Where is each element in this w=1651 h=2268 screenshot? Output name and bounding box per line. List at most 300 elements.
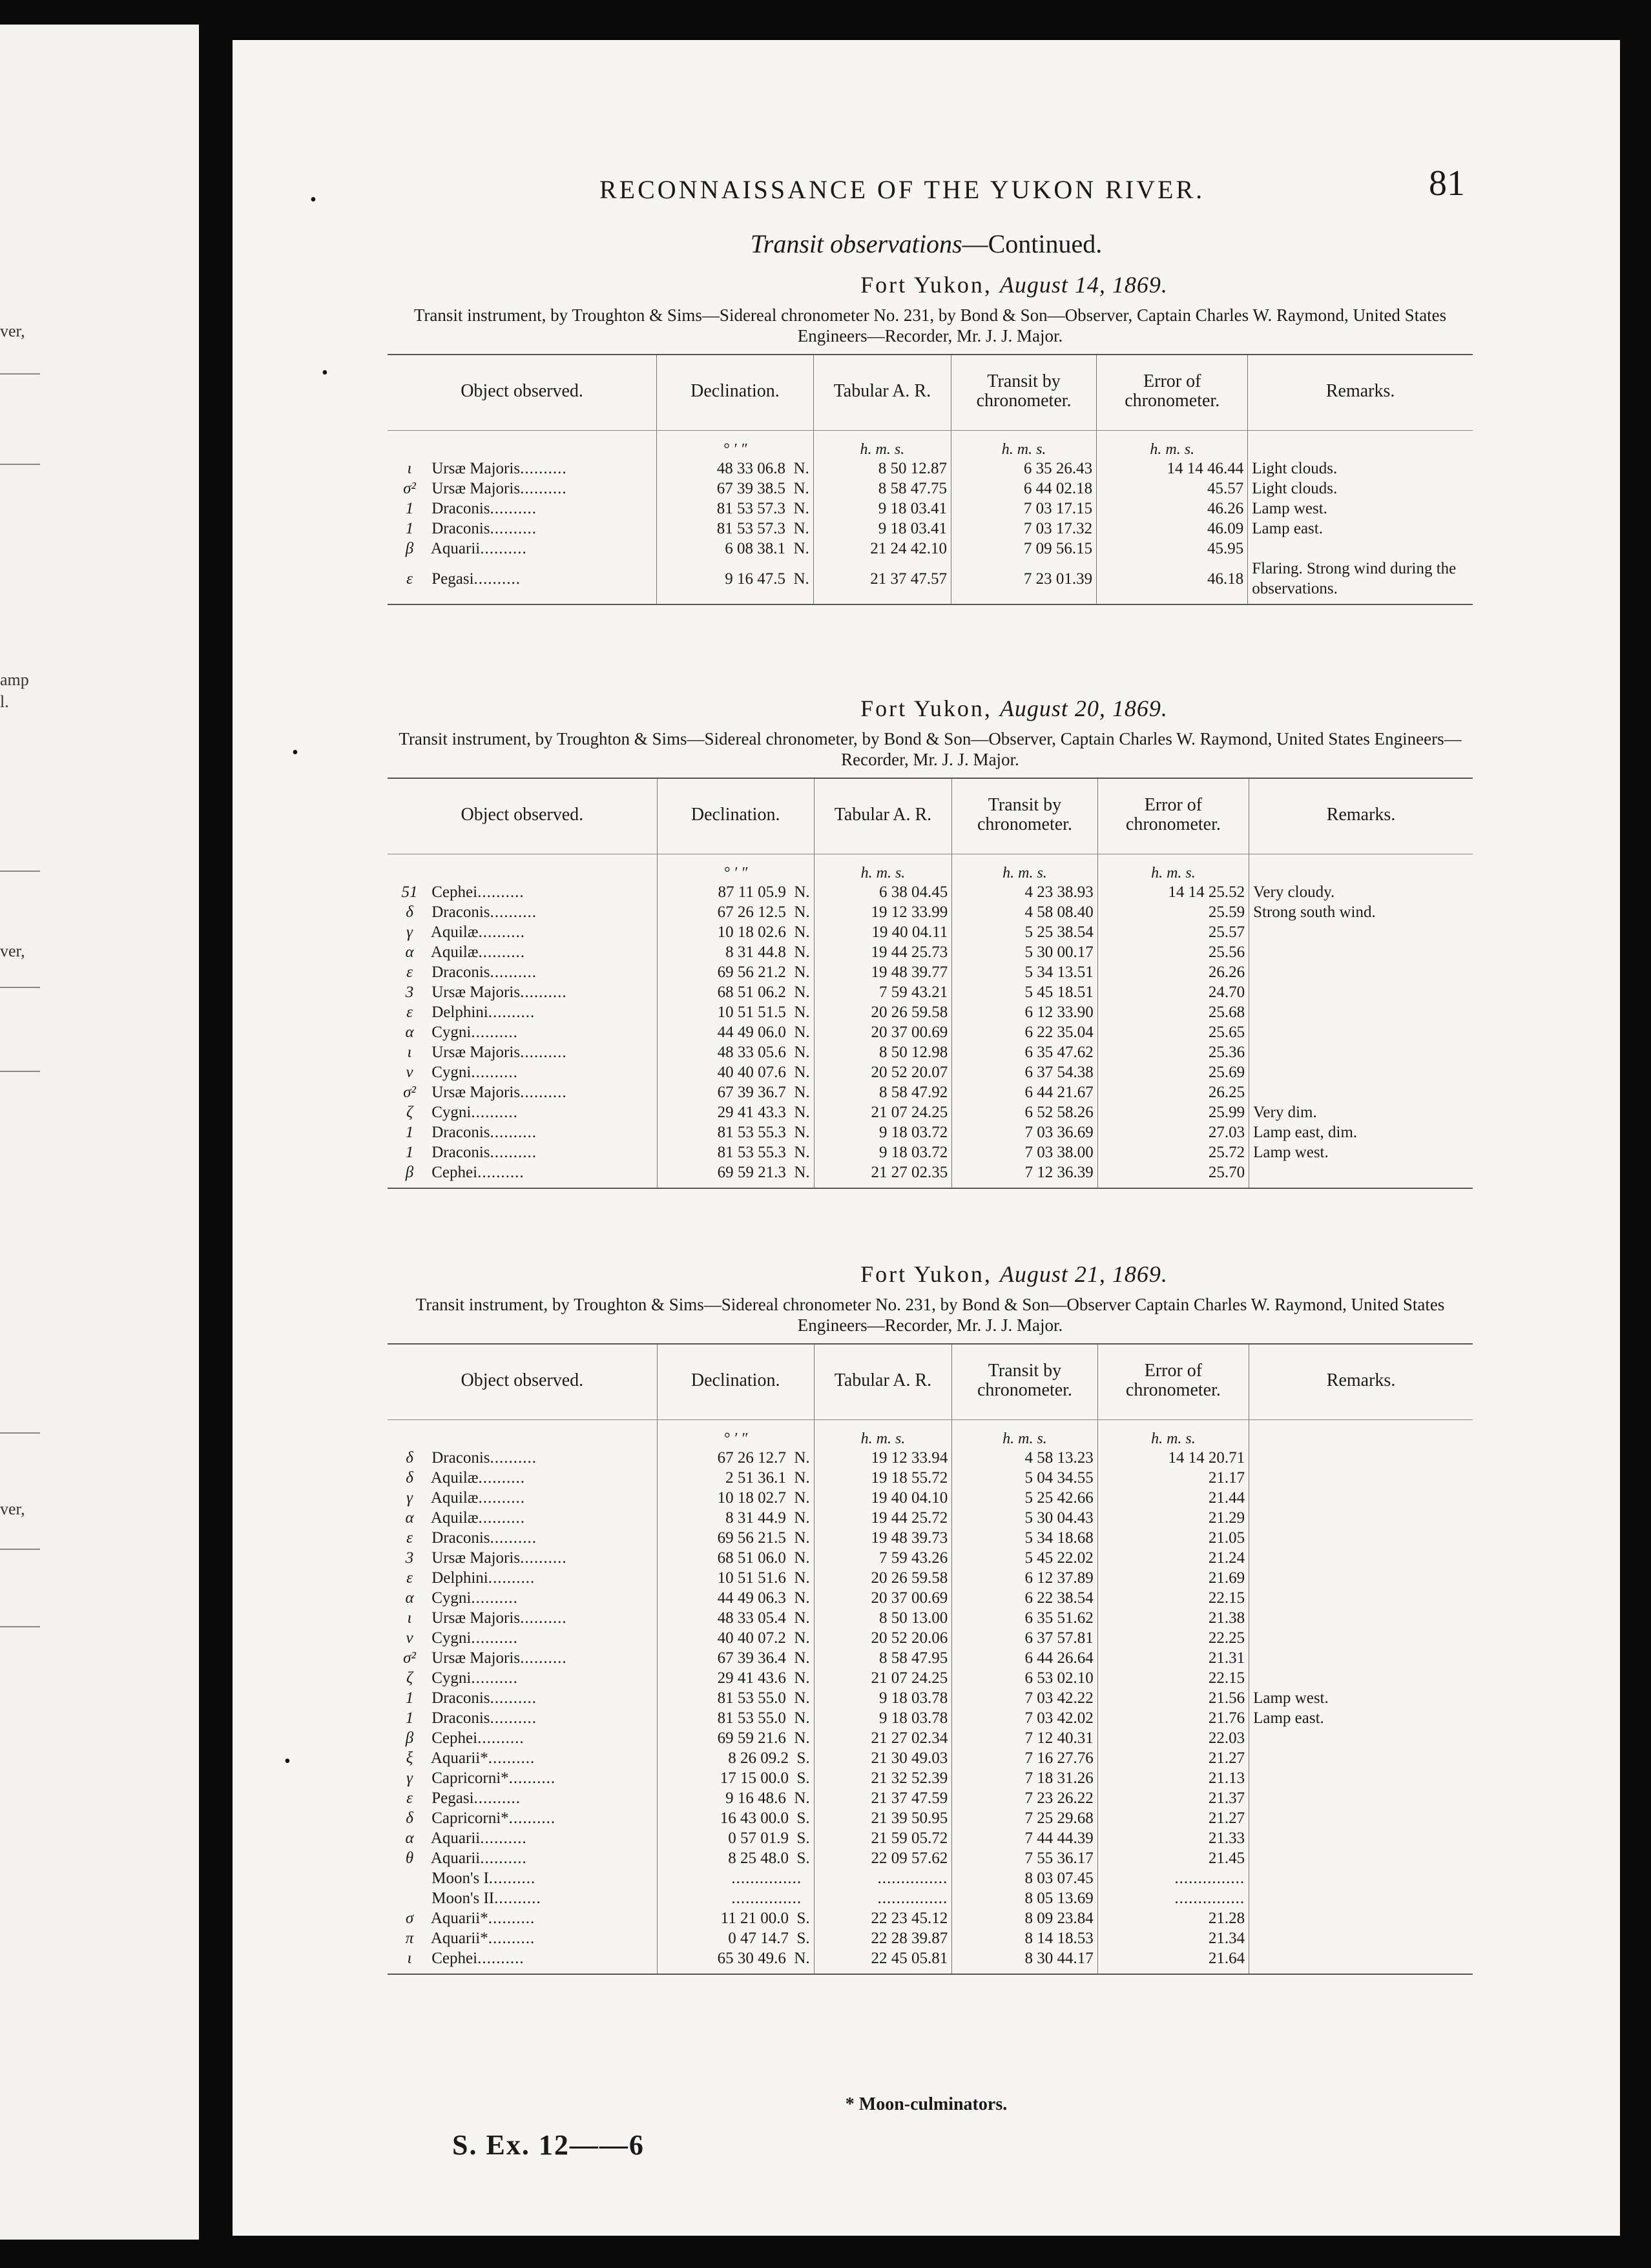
error-value: 14 14 20.71 bbox=[1168, 1449, 1245, 1467]
star-letter: 1 bbox=[405, 1689, 414, 1707]
error-value: 21.34 bbox=[1208, 1930, 1245, 1947]
star-letter: β bbox=[405, 1164, 414, 1181]
tabular-ra-value: 9 18 03.78 bbox=[878, 1689, 948, 1707]
star-letter: γ bbox=[406, 923, 413, 941]
table-row: ε Draconis.......... 69 56 21.2 N. 19 48 39.77 5 34 13.51 26.26 bbox=[388, 962, 1473, 982]
col-object: Object observed. bbox=[388, 355, 657, 431]
error-value: 25.36 bbox=[1208, 1044, 1245, 1061]
error-value: 21.27 bbox=[1208, 1809, 1245, 1827]
declination-value: 8 25 48.0 bbox=[728, 1850, 789, 1867]
page-number: 81 bbox=[1429, 163, 1465, 203]
transit-value: 7 16 27.76 bbox=[1024, 1749, 1094, 1767]
tabular-ra-value: 9 18 03.41 bbox=[878, 500, 947, 517]
transit-value: 7 03 17.32 bbox=[1023, 520, 1093, 537]
table-row: Moon's I.......... ............... ............... 8 03 07.45 ............... bbox=[388, 1868, 1473, 1888]
units-row bbox=[388, 431, 1473, 459]
prev-page-fragment: l. bbox=[0, 692, 9, 711]
running-head-continued: —Continued. bbox=[962, 229, 1103, 258]
tabular-ra-value: 21 24 42.10 bbox=[870, 540, 947, 557]
transit-value: 5 34 13.51 bbox=[1024, 964, 1094, 981]
transit-value: 7 25 29.68 bbox=[1024, 1809, 1094, 1827]
col-object: Object observed. bbox=[388, 1344, 657, 1420]
remarks-text: Light clouds. bbox=[1252, 480, 1338, 497]
tabular-ra-value: 9 18 03.41 bbox=[878, 520, 947, 537]
col-transit: Transit by chronometer. bbox=[951, 355, 1096, 431]
error-value: 21.29 bbox=[1208, 1509, 1245, 1527]
declination-direction: N. bbox=[794, 1589, 810, 1607]
star-name: Capricorni* bbox=[431, 1769, 509, 1787]
page-title: RECONNAISSANCE OF THE YUKON RIVER. bbox=[599, 175, 1205, 204]
declination-direction: N. bbox=[793, 570, 809, 588]
prev-page-fragment: ver, bbox=[0, 942, 25, 960]
table-row: ι Ursæ Majoris.......... 48 33 05.4 N. 8 50 13.00 6 35 51.62 21.38 bbox=[388, 1608, 1473, 1628]
table-row: 1 Draconis.......... 81 53 55.3 N. 9 18 03.72 7 03 36.69 27.03 Lamp east, dim. bbox=[388, 1122, 1473, 1142]
declination-direction: N. bbox=[794, 1789, 810, 1807]
transit-value: 8 09 23.84 bbox=[1024, 1910, 1094, 1927]
unit-ra: h. m. s. bbox=[813, 431, 951, 459]
declination-direction: N. bbox=[794, 1449, 810, 1467]
tabular-ra-value: 8 50 12.87 bbox=[878, 460, 947, 477]
col-declination: Declination. bbox=[657, 1344, 814, 1420]
declination-value: 8 26 09.2 bbox=[728, 1749, 789, 1767]
tabular-ra-value: 20 52 20.07 bbox=[871, 1064, 948, 1081]
declination-value: 0 47 14.7 bbox=[728, 1930, 789, 1947]
declination-direction: S. bbox=[796, 1769, 810, 1787]
declination-direction: N. bbox=[794, 1104, 810, 1121]
transit-value: 7 12 36.39 bbox=[1024, 1164, 1094, 1181]
transit-value: 7 55 36.17 bbox=[1024, 1850, 1094, 1867]
observation-section bbox=[388, 695, 1473, 1189]
declination-direction: N. bbox=[794, 903, 810, 921]
star-name: Aquarii bbox=[430, 1850, 481, 1867]
declination-value: 81 53 55.0 bbox=[717, 1709, 786, 1727]
star-name: Draconis bbox=[431, 520, 490, 537]
declination-value: 6 08 38.1 bbox=[725, 540, 785, 557]
declination-value: 69 56 21.5 bbox=[717, 1529, 786, 1547]
declination-value: 8 31 44.8 bbox=[725, 943, 786, 961]
declination-value: 65 30 49.6 bbox=[717, 1950, 786, 1967]
table-row: σ² Ursæ Majoris.......... 67 39 38.5 N. 8 58 47.75 6 44 02.18 45.57 Light clouds. bbox=[388, 479, 1473, 499]
remarks-text: Light clouds. bbox=[1252, 460, 1338, 477]
declination-direction: N. bbox=[794, 1509, 810, 1527]
tabular-ra-value: 19 12 33.94 bbox=[871, 1449, 948, 1467]
declination-direction: N. bbox=[794, 1044, 810, 1061]
tabular-ra-value: 9 18 03.72 bbox=[878, 1144, 948, 1161]
col-tabular-ra: Tabular A. R. bbox=[814, 778, 952, 854]
star-name: Draconis bbox=[431, 500, 490, 517]
remarks-text: Lamp east, dim. bbox=[1253, 1124, 1358, 1141]
footnote: * Moon-culminators. bbox=[845, 2094, 1008, 2114]
col-declination: Declination. bbox=[657, 355, 814, 431]
col-error: Error of chronometer. bbox=[1097, 355, 1248, 431]
star-name: Cygni bbox=[431, 1104, 472, 1121]
star-letter: 51 bbox=[401, 883, 418, 901]
transit-value: 7 03 17.15 bbox=[1023, 500, 1093, 517]
unit-declination: ° ′ ″ bbox=[657, 1420, 814, 1448]
star-name: Draconis bbox=[431, 1709, 490, 1727]
declination-direction: N. bbox=[794, 1629, 810, 1647]
transit-value: 6 12 37.89 bbox=[1024, 1569, 1094, 1587]
col-transit: Transit by chronometer. bbox=[952, 778, 1097, 854]
declination-direction: N. bbox=[793, 520, 809, 537]
declination-value: 81 53 57.3 bbox=[716, 500, 785, 517]
star-name: Capricorni* bbox=[431, 1809, 509, 1827]
star-letter: ι bbox=[407, 460, 412, 477]
star-name: Draconis bbox=[431, 1689, 490, 1707]
declination-direction: N. bbox=[794, 923, 810, 941]
declination-value: 81 53 57.3 bbox=[716, 520, 785, 537]
transit-value: 5 45 22.02 bbox=[1024, 1549, 1094, 1567]
star-letter: ι bbox=[407, 1044, 412, 1061]
table-row: β Aquarii.......... 6 08 38.1 N. 21 24 42.10 7 09 56.15 45.95 bbox=[388, 539, 1473, 559]
error-value: 21.76 bbox=[1208, 1709, 1245, 1727]
table-row: α Aquilæ.......... 8 31 44.8 N. 19 44 25.73 5 30 00.17 25.56 bbox=[388, 942, 1473, 962]
star-name: Aquilæ bbox=[430, 1489, 479, 1507]
star-name: Cephei bbox=[431, 1729, 478, 1747]
tabular-ra-value: 21 39 50.95 bbox=[871, 1809, 948, 1827]
declination-direction: N. bbox=[794, 1489, 810, 1507]
transit-value: 6 12 33.90 bbox=[1024, 1004, 1094, 1021]
signature-mark: S. Ex. 12——6 bbox=[452, 2129, 645, 2161]
error-value: 25.69 bbox=[1208, 1064, 1245, 1081]
transit-value: 6 44 21.67 bbox=[1024, 1084, 1094, 1101]
tabular-ra-value: 9 18 03.72 bbox=[878, 1124, 948, 1141]
col-declination: Declination. bbox=[657, 778, 814, 854]
transit-value: 8 30 44.17 bbox=[1024, 1950, 1094, 1967]
observation-table bbox=[388, 1343, 1473, 1975]
margin-mark: • bbox=[292, 743, 298, 763]
table-row: Moon's II.......... ............... ............... 8 05 13.69 ............... bbox=[388, 1888, 1473, 1908]
star-name: Cephei bbox=[431, 1164, 478, 1181]
star-name: Aquilæ bbox=[430, 1469, 479, 1487]
remarks-text: Strong south wind. bbox=[1253, 903, 1376, 921]
tabular-ra-value: 7 59 43.21 bbox=[878, 984, 948, 1001]
table-row: γ Aquilæ.......... 10 18 02.6 N. 19 40 04.11 5 25 38.54 25.57 bbox=[388, 922, 1473, 942]
table-row: γ Capricorni*.......... 17 15 00.0 S. 21 32 52.39 7 18 31.26 21.13 bbox=[388, 1768, 1473, 1788]
star-letter: ξ bbox=[406, 1749, 413, 1767]
error-value: 22.15 bbox=[1208, 1669, 1245, 1687]
error-value: 25.57 bbox=[1208, 923, 1245, 941]
star-name: Moon's I bbox=[431, 1870, 489, 1887]
star-letter: 3 bbox=[405, 1549, 414, 1567]
table-row: 1 Draconis.......... 81 53 57.3 N. 9 18 03.41 7 03 17.32 46.09 Lamp east. bbox=[388, 519, 1473, 539]
star-name: Cygni bbox=[431, 1064, 472, 1081]
error-value: 25.56 bbox=[1208, 943, 1245, 961]
declination-direction: N. bbox=[794, 1084, 810, 1101]
transit-value: 4 58 08.40 bbox=[1024, 903, 1094, 921]
declination-direction: N. bbox=[794, 1164, 810, 1181]
star-name: Draconis bbox=[431, 1529, 490, 1547]
table-row: β Cephei.......... 69 59 21.3 N. 21 27 02.35 7 12 36.39 25.70 bbox=[388, 1162, 1473, 1188]
star-letter: δ bbox=[406, 1449, 413, 1467]
margin-mark: • bbox=[322, 363, 328, 383]
error-value: 21.69 bbox=[1208, 1569, 1245, 1587]
star-name: Aquarii* bbox=[430, 1749, 488, 1767]
declination-direction: N. bbox=[794, 964, 810, 981]
declination-value: 87 11 05.9 bbox=[718, 883, 786, 901]
star-name: Ursæ Majoris bbox=[431, 984, 521, 1001]
declination-direction: N. bbox=[794, 1529, 810, 1547]
tabular-ra-value: 19 40 04.10 bbox=[871, 1489, 948, 1507]
error-value: 25.59 bbox=[1208, 903, 1245, 921]
tabular-ra-value: 7 59 43.26 bbox=[878, 1549, 948, 1567]
declination-direction: N. bbox=[793, 500, 809, 517]
tabular-ra-value: 8 58 47.75 bbox=[878, 480, 947, 497]
tabular-ra-value: 19 40 04.11 bbox=[871, 923, 948, 941]
transit-value: 6 52 58.26 bbox=[1024, 1104, 1094, 1121]
remarks-text: Lamp west. bbox=[1252, 500, 1327, 517]
error-value: 21.45 bbox=[1208, 1850, 1245, 1867]
declination-direction: N. bbox=[794, 1950, 810, 1967]
declination-direction: S. bbox=[796, 1930, 810, 1947]
declination-direction: N. bbox=[794, 1609, 810, 1627]
table-row: ν Cygni.......... 40 40 07.2 N. 20 52 20.06 6 37 57.81 22.25 bbox=[388, 1628, 1473, 1648]
star-letter: 1 bbox=[405, 1709, 414, 1727]
declination-value: 67 39 38.5 bbox=[716, 480, 785, 497]
transit-value: 4 58 13.23 bbox=[1024, 1449, 1094, 1467]
table-row: α Aquarii.......... 0 57 01.9 S. 21 59 05.72 7 44 44.39 21.33 bbox=[388, 1828, 1473, 1848]
declination-value: 44 49 06.3 bbox=[717, 1589, 786, 1607]
error-value: 21.44 bbox=[1208, 1489, 1245, 1507]
declination-value: 69 59 21.6 bbox=[717, 1729, 786, 1747]
star-name: Ursæ Majoris bbox=[431, 1044, 521, 1061]
units-row bbox=[388, 854, 1473, 883]
transit-value: 6 35 51.62 bbox=[1024, 1609, 1094, 1627]
declination-value: 81 53 55.3 bbox=[717, 1124, 786, 1141]
transit-value: 5 25 42.66 bbox=[1024, 1489, 1094, 1507]
error-value: 27.03 bbox=[1208, 1124, 1245, 1141]
unit-error: h. m. s. bbox=[1097, 431, 1248, 459]
star-letter: ε bbox=[406, 570, 413, 588]
declination-direction: N. bbox=[794, 1064, 810, 1081]
star-name: Cygni bbox=[431, 1024, 472, 1041]
section-date: August 14, 1869. bbox=[999, 272, 1168, 298]
star-letter: σ² bbox=[403, 480, 416, 497]
star-name: Cygni bbox=[431, 1669, 472, 1687]
star-name: Cephei bbox=[431, 883, 478, 901]
star-letter: α bbox=[405, 1830, 414, 1847]
error-value: 25.72 bbox=[1208, 1144, 1245, 1161]
error-value: 22.03 bbox=[1208, 1729, 1245, 1747]
star-letter: β bbox=[405, 1729, 414, 1747]
declination-value: 10 18 02.7 bbox=[717, 1489, 786, 1507]
tabular-ra-value: 21 07 24.25 bbox=[871, 1669, 948, 1687]
section-place: Fort Yukon, bbox=[860, 696, 992, 721]
star-letter: ι bbox=[407, 1950, 412, 1967]
error-value: 46.26 bbox=[1207, 500, 1244, 517]
star-letter: σ² bbox=[403, 1084, 416, 1101]
star-letter: ε bbox=[406, 1569, 413, 1587]
error-value: 46.18 bbox=[1207, 570, 1244, 588]
declination-direction: N. bbox=[794, 1689, 810, 1707]
transit-value: 6 22 35.04 bbox=[1024, 1024, 1094, 1041]
col-error: Error of chronometer. bbox=[1097, 778, 1249, 854]
tabular-ra-value: 22 09 57.62 bbox=[871, 1850, 948, 1867]
declination-direction: N. bbox=[794, 1669, 810, 1687]
error-value: 24.70 bbox=[1208, 984, 1245, 1001]
tabular-ra-value: 19 48 39.77 bbox=[871, 964, 948, 981]
declination-direction: N. bbox=[794, 1729, 810, 1747]
transit-value: 6 53 02.10 bbox=[1024, 1669, 1094, 1687]
star-letter: α bbox=[405, 1509, 414, 1527]
star-letter: 3 bbox=[405, 984, 414, 1001]
star-letter: π bbox=[405, 1930, 414, 1947]
transit-value: 7 18 31.26 bbox=[1024, 1769, 1094, 1787]
star-name: Aquarii bbox=[430, 540, 481, 557]
table-row: ν Cygni.......... 40 40 07.6 N. 20 52 20.07 6 37 54.38 25.69 bbox=[388, 1062, 1473, 1082]
transit-value: 6 37 57.81 bbox=[1024, 1629, 1094, 1647]
transit-value: 7 03 42.22 bbox=[1024, 1689, 1094, 1707]
table-row: ε Pegasi.......... 9 16 48.6 N. 21 37 47.59 7 23 26.22 21.37 bbox=[388, 1788, 1473, 1808]
running-head bbox=[233, 229, 1620, 259]
error-value: 21.37 bbox=[1208, 1789, 1245, 1807]
tabular-ra-value: 21 37 47.59 bbox=[871, 1789, 948, 1807]
error-value: 45.57 bbox=[1207, 480, 1244, 497]
declination-direction: N. bbox=[794, 1709, 810, 1727]
unit-error: h. m. s. bbox=[1097, 854, 1249, 883]
tabular-ra-value: 19 18 55.72 bbox=[871, 1469, 948, 1487]
declination-value: 81 53 55.3 bbox=[717, 1144, 786, 1161]
star-name: Ursæ Majoris bbox=[431, 1609, 521, 1627]
declination-value: 81 53 55.0 bbox=[717, 1689, 786, 1707]
declination-value: 11 21 00.0 bbox=[720, 1910, 789, 1927]
tabular-ra-value: 21 27 02.34 bbox=[871, 1729, 948, 1747]
error-value: 46.09 bbox=[1207, 520, 1244, 537]
tabular-ra-value: 8 50 13.00 bbox=[878, 1609, 948, 1627]
table-row: ζ Cygni.......... 29 41 43.3 N. 21 07 24.25 6 52 58.26 25.99 Very dim. bbox=[388, 1102, 1473, 1122]
error-value: 14 14 46.44 bbox=[1167, 460, 1244, 477]
tabular-ra-value: 21 07 24.25 bbox=[871, 1104, 948, 1121]
declination-value: 40 40 07.6 bbox=[717, 1064, 786, 1081]
star-letter: ε bbox=[406, 964, 413, 981]
declination-direction: N. bbox=[793, 540, 809, 557]
col-error: Error of chronometer. bbox=[1097, 1344, 1249, 1420]
star-letter: 1 bbox=[405, 520, 414, 537]
error-value: 21.27 bbox=[1208, 1749, 1245, 1767]
declination-direction: N. bbox=[794, 1004, 810, 1021]
star-name: Delphini bbox=[431, 1569, 488, 1587]
transit-value: 6 22 38.54 bbox=[1024, 1589, 1094, 1607]
transit-value: 6 44 26.64 bbox=[1024, 1649, 1094, 1667]
transit-value: 6 37 54.38 bbox=[1024, 1064, 1094, 1081]
declination-direction: N. bbox=[794, 1649, 810, 1667]
col-object: Object observed. bbox=[388, 778, 657, 854]
declination-direction: S. bbox=[796, 1809, 810, 1827]
col-tabular-ra: Tabular A. R. bbox=[814, 1344, 952, 1420]
tabular-ra-value: 21 30 49.03 bbox=[871, 1749, 948, 1767]
error-value: 21.05 bbox=[1208, 1529, 1245, 1547]
transit-value: 7 03 38.00 bbox=[1024, 1144, 1094, 1161]
remarks-text: Flaring. Strong wind during the observations. bbox=[1252, 560, 1457, 597]
transit-value: 8 03 07.45 bbox=[1024, 1870, 1094, 1887]
table-row: ε Delphini.......... 10 51 51.6 N. 20 26 59.58 6 12 37.89 21.69 bbox=[388, 1568, 1473, 1588]
transit-value: 6 35 47.62 bbox=[1024, 1044, 1094, 1061]
star-letter: α bbox=[405, 943, 414, 961]
transit-value: 5 34 18.68 bbox=[1024, 1529, 1094, 1547]
col-remarks: Remarks. bbox=[1249, 1344, 1473, 1420]
error-value: 21.24 bbox=[1208, 1549, 1245, 1567]
declination-direction: N. bbox=[794, 1024, 810, 1041]
tabular-ra-value: 21 59 05.72 bbox=[871, 1830, 948, 1847]
unit-transit: h. m. s. bbox=[952, 1420, 1097, 1448]
error-value: 26.25 bbox=[1208, 1084, 1245, 1101]
prev-page-rule bbox=[0, 464, 40, 465]
star-letter: δ bbox=[406, 903, 413, 921]
star-name: Ursæ Majoris bbox=[431, 460, 521, 477]
section-description: Transit instrument, by Troughton & Sims—Sidereal chronometer, by Bond & Son—Observer, Captain Charles W. Raymond, United States Engineers—Recorder, Mr. J. J. Major. bbox=[399, 729, 1462, 769]
tabular-ra-value: 20 52 20.06 bbox=[871, 1629, 948, 1647]
page-header bbox=[233, 163, 1620, 214]
transit-value: 8 14 18.53 bbox=[1024, 1930, 1094, 1947]
margin-mark: • bbox=[284, 1751, 291, 1771]
transit-value: 5 04 34.55 bbox=[1024, 1469, 1094, 1487]
remarks-text: Lamp west. bbox=[1253, 1144, 1329, 1161]
star-name: Draconis bbox=[431, 1449, 490, 1467]
star-name: Delphini bbox=[431, 1004, 488, 1021]
table-row: θ Aquarii.......... 8 25 48.0 S. 22 09 57.62 7 55 36.17 21.45 bbox=[388, 1848, 1473, 1868]
table-row: α Aquilæ.......... 8 31 44.9 N. 19 44 25.72 5 30 04.43 21.29 bbox=[388, 1508, 1473, 1528]
declination-value: 69 56 21.2 bbox=[717, 964, 786, 981]
observation-table bbox=[388, 354, 1473, 605]
table-row: ε Delphini.......... 10 51 51.5 N. 20 26 59.58 6 12 33.90 25.68 bbox=[388, 1002, 1473, 1022]
error-value: 21.28 bbox=[1208, 1910, 1245, 1927]
star-name: Cephei bbox=[431, 1950, 478, 1967]
table-row: 1 Draconis.......... 81 53 57.3 N. 9 18 03.41 7 03 17.15 46.26 Lamp west. bbox=[388, 499, 1473, 519]
star-letter: ζ bbox=[406, 1669, 413, 1687]
declination-direction: N. bbox=[794, 1569, 810, 1587]
declination-value: 10 51 51.6 bbox=[717, 1569, 786, 1587]
section-place: Fort Yukon, bbox=[860, 1261, 992, 1287]
tabular-ra-value: 19 12 33.99 bbox=[871, 903, 948, 921]
star-letter: γ bbox=[406, 1769, 413, 1787]
section-description: Transit instrument, by Troughton & Sims—Sidereal chronometer No. 231, by Bond & Son—Observer, Captain Charles W. Raymond, United States Engineers—Recorder, Mr. J. J. Major. bbox=[413, 305, 1447, 345]
declination-direction: N. bbox=[794, 1549, 810, 1567]
section-title bbox=[388, 695, 1473, 722]
table-row: 1 Draconis.......... 81 53 55.3 N. 9 18 03.72 7 03 38.00 25.72 Lamp west. bbox=[388, 1142, 1473, 1162]
declination-value: 67 26 12.5 bbox=[717, 903, 786, 921]
star-name: Cygni bbox=[431, 1629, 472, 1647]
declination-direction: N. bbox=[793, 460, 809, 477]
star-letter: ε bbox=[406, 1004, 413, 1021]
declination-value: 17 15 00.0 bbox=[720, 1769, 789, 1787]
declination-value: 44 49 06.0 bbox=[717, 1024, 786, 1041]
table-row: ε Draconis.......... 69 56 21.5 N. 19 48 39.73 5 34 18.68 21.05 bbox=[388, 1528, 1473, 1548]
prev-page-fragment: ver, bbox=[0, 322, 25, 340]
star-letter: σ² bbox=[403, 1649, 416, 1667]
table-row: 51 Cephei.......... 87 11 05.9 N. 6 38 04.45 4 23 38.93 14 14 25.52 Very cloudy. bbox=[388, 882, 1473, 902]
declination-value: 68 51 06.0 bbox=[717, 1549, 786, 1567]
tabular-ra-value: 8 58 47.92 bbox=[878, 1084, 948, 1101]
prev-page-fragment: ver, bbox=[0, 1500, 25, 1518]
star-name: Ursæ Majoris bbox=[431, 1549, 521, 1567]
transit-value: 7 12 40.31 bbox=[1024, 1729, 1094, 1747]
prev-page-fragment: amp bbox=[0, 670, 29, 689]
star-name: Draconis bbox=[431, 1144, 490, 1161]
table-row: ζ Cygni.......... 29 41 43.6 N. 21 07 24.25 6 53 02.10 22.15 bbox=[388, 1668, 1473, 1688]
error-value: 45.95 bbox=[1207, 540, 1244, 557]
error-value: 26.26 bbox=[1208, 964, 1245, 981]
transit-value: 5 45 18.51 bbox=[1024, 984, 1094, 1001]
table-row: 1 Draconis.......... 81 53 55.0 N. 9 18 03.78 7 03 42.22 21.56 Lamp west. bbox=[388, 1688, 1473, 1708]
star-name: Ursæ Majoris bbox=[431, 1084, 521, 1101]
declination-direction: S. bbox=[796, 1850, 810, 1867]
section-date: August 21, 1869. bbox=[999, 1261, 1168, 1287]
star-letter: ε bbox=[406, 1529, 413, 1547]
book-page bbox=[233, 40, 1620, 2236]
error-value: 25.99 bbox=[1208, 1104, 1245, 1121]
table-row: δ Capricorni*.......... 16 43 00.0 S. 21 39 50.95 7 25 29.68 21.27 bbox=[388, 1808, 1473, 1828]
tabular-ra-value: 6 38 04.45 bbox=[878, 883, 948, 901]
